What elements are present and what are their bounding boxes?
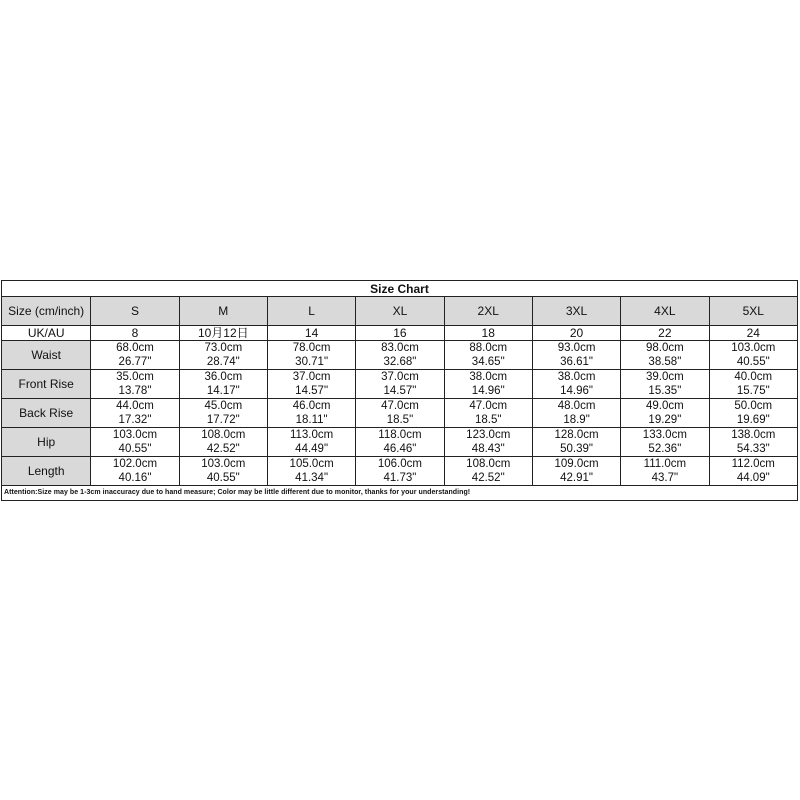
- size-header-label: Size (cm/inch): [2, 297, 91, 326]
- waist-cm-value: 103.0cm: [709, 341, 797, 356]
- front-rise-inch-value: 13.78": [91, 384, 179, 399]
- length-cm-value: 102.0cm: [91, 457, 179, 472]
- waist-label: Waist: [2, 341, 91, 370]
- front-rise-cm-value: 38.0cm: [444, 370, 532, 385]
- waist-cm-value: 98.0cm: [621, 341, 709, 356]
- front-rise-cm-row: [2, 370, 798, 385]
- size-header-3xl: 3XL: [532, 297, 620, 326]
- length-inch-value: 42.91": [532, 471, 620, 486]
- hip-inch-value: 40.55": [91, 442, 179, 457]
- waist-inch-value: 32.68": [356, 355, 444, 370]
- length-cm-value: 111.0cm: [621, 457, 709, 472]
- ukau-value: 10月12日: [179, 326, 267, 341]
- ukau-value: 16: [356, 326, 444, 341]
- hip-cm-value: 118.0cm: [356, 428, 444, 443]
- length-inch-row: [2, 471, 798, 486]
- front-rise-label: Front Rise: [2, 370, 91, 399]
- length-cm-value: 109.0cm: [532, 457, 620, 472]
- hip-inch-value: 44.49": [267, 442, 355, 457]
- note-row: [2, 486, 798, 501]
- length-cm-row: [2, 457, 798, 472]
- ukau-label: UK/AU: [2, 326, 91, 341]
- back-rise-inch-value: 17.72": [179, 413, 267, 428]
- waist-cm-value: 93.0cm: [532, 341, 620, 356]
- back-rise-inch-value: 19.69": [709, 413, 797, 428]
- front-rise-cm-value: 39.0cm: [621, 370, 709, 385]
- length-cm-value: 112.0cm: [709, 457, 797, 472]
- front-rise-cm-value: 37.0cm: [356, 370, 444, 385]
- front-rise-inch-value: 15.75": [709, 384, 797, 399]
- ukau-value: 24: [709, 326, 797, 341]
- back-rise-cm-value: 50.0cm: [709, 399, 797, 414]
- length-inch-value: 41.34": [267, 471, 355, 486]
- back-rise-inch-row: [2, 413, 798, 428]
- length-inch-value: 43.7": [621, 471, 709, 486]
- waist-cm-value: 68.0cm: [91, 341, 179, 356]
- hip-inch-value: 46.46": [356, 442, 444, 457]
- hip-inch-value: 54.33": [709, 442, 797, 457]
- front-rise-inch-value: 14.96": [532, 384, 620, 399]
- length-cm-value: 108.0cm: [444, 457, 532, 472]
- back-rise-inch-value: 17.32": [91, 413, 179, 428]
- hip-cm-value: 113.0cm: [267, 428, 355, 443]
- front-rise-cm-value: 36.0cm: [179, 370, 267, 385]
- waist-inch-row: [2, 355, 798, 370]
- length-cm-value: 103.0cm: [179, 457, 267, 472]
- waist-cm-row: [2, 341, 798, 356]
- back-rise-inch-value: 18.9": [532, 413, 620, 428]
- length-cm-value: 105.0cm: [267, 457, 355, 472]
- chart-title: Size Chart: [2, 281, 798, 297]
- hip-cm-value: 108.0cm: [179, 428, 267, 443]
- hip-cm-row: [2, 428, 798, 443]
- hip-inch-row: [2, 442, 798, 457]
- hip-cm-value: 123.0cm: [444, 428, 532, 443]
- length-inch-value: 41.73": [356, 471, 444, 486]
- waist-inch-value: 28.74": [179, 355, 267, 370]
- waist-inch-value: 36.61": [532, 355, 620, 370]
- length-inch-value: 42.52": [444, 471, 532, 486]
- waist-cm-value: 83.0cm: [356, 341, 444, 356]
- hip-inch-value: 50.39": [532, 442, 620, 457]
- front-rise-inch-value: 14.57": [356, 384, 444, 399]
- waist-cm-value: 73.0cm: [179, 341, 267, 356]
- back-rise-inch-value: 19.29": [621, 413, 709, 428]
- hip-cm-value: 128.0cm: [532, 428, 620, 443]
- waist-inch-value: 34.65": [444, 355, 532, 370]
- back-rise-inch-value: 18.5": [356, 413, 444, 428]
- ukau-value: 20: [532, 326, 620, 341]
- hip-cm-value: 133.0cm: [621, 428, 709, 443]
- waist-inch-value: 26.77": [91, 355, 179, 370]
- back-rise-label: Back Rise: [2, 399, 91, 428]
- front-rise-cm-value: 37.0cm: [267, 370, 355, 385]
- back-rise-cm-value: 47.0cm: [444, 399, 532, 414]
- front-rise-inch-row: [2, 384, 798, 399]
- back-rise-cm-value: 49.0cm: [621, 399, 709, 414]
- size-header-m: M: [179, 297, 267, 326]
- size-header-l: L: [267, 297, 355, 326]
- front-rise-cm-value: 38.0cm: [532, 370, 620, 385]
- back-rise-cm-value: 48.0cm: [532, 399, 620, 414]
- hip-inch-value: 42.52": [179, 442, 267, 457]
- hip-inch-value: 48.43": [444, 442, 532, 457]
- back-rise-inch-value: 18.11": [267, 413, 355, 428]
- front-rise-inch-value: 14.96": [444, 384, 532, 399]
- waist-inch-value: 38.58": [621, 355, 709, 370]
- ukau-value: 8: [91, 326, 179, 341]
- size-header-row: [2, 297, 798, 326]
- back-rise-cm-value: 46.0cm: [267, 399, 355, 414]
- size-header-5xl: 5XL: [709, 297, 797, 326]
- back-rise-inch-value: 18.5": [444, 413, 532, 428]
- size-header-2xl: 2XL: [444, 297, 532, 326]
- hip-label: Hip: [2, 428, 91, 457]
- waist-inch-value: 40.55": [709, 355, 797, 370]
- hip-inch-value: 52.36": [621, 442, 709, 457]
- length-inch-value: 40.16": [91, 471, 179, 486]
- front-rise-cm-value: 35.0cm: [91, 370, 179, 385]
- size-chart: [1, 280, 798, 501]
- size-header-xl: XL: [356, 297, 444, 326]
- waist-inch-value: 30.71": [267, 355, 355, 370]
- waist-cm-value: 88.0cm: [444, 341, 532, 356]
- hip-cm-value: 138.0cm: [709, 428, 797, 443]
- size-header-4xl: 4XL: [621, 297, 709, 326]
- size-header-s: S: [91, 297, 179, 326]
- hip-cm-value: 103.0cm: [91, 428, 179, 443]
- front-rise-inch-value: 14.17": [179, 384, 267, 399]
- ukau-value: 22: [621, 326, 709, 341]
- length-inch-value: 44.09": [709, 471, 797, 486]
- back-rise-cm-value: 45.0cm: [179, 399, 267, 414]
- attention-note: Attention:Size may be 1-3cm inaccuracy due to hand measure; Color may be little different due to monitor, thanks for your understanding!: [2, 486, 798, 501]
- front-rise-cm-value: 40.0cm: [709, 370, 797, 385]
- waist-cm-value: 78.0cm: [267, 341, 355, 356]
- ukau-value: 18: [444, 326, 532, 341]
- back-rise-cm-row: [2, 399, 798, 414]
- length-cm-value: 106.0cm: [356, 457, 444, 472]
- ukau-row: [2, 326, 798, 341]
- size-chart-table: [1, 280, 798, 501]
- length-inch-value: 40.55": [179, 471, 267, 486]
- front-rise-inch-value: 15.35": [621, 384, 709, 399]
- front-rise-inch-value: 14.57": [267, 384, 355, 399]
- length-label: Length: [2, 457, 91, 486]
- back-rise-cm-value: 47.0cm: [356, 399, 444, 414]
- back-rise-cm-value: 44.0cm: [91, 399, 179, 414]
- title-row: [2, 281, 798, 297]
- ukau-value: 14: [267, 326, 355, 341]
